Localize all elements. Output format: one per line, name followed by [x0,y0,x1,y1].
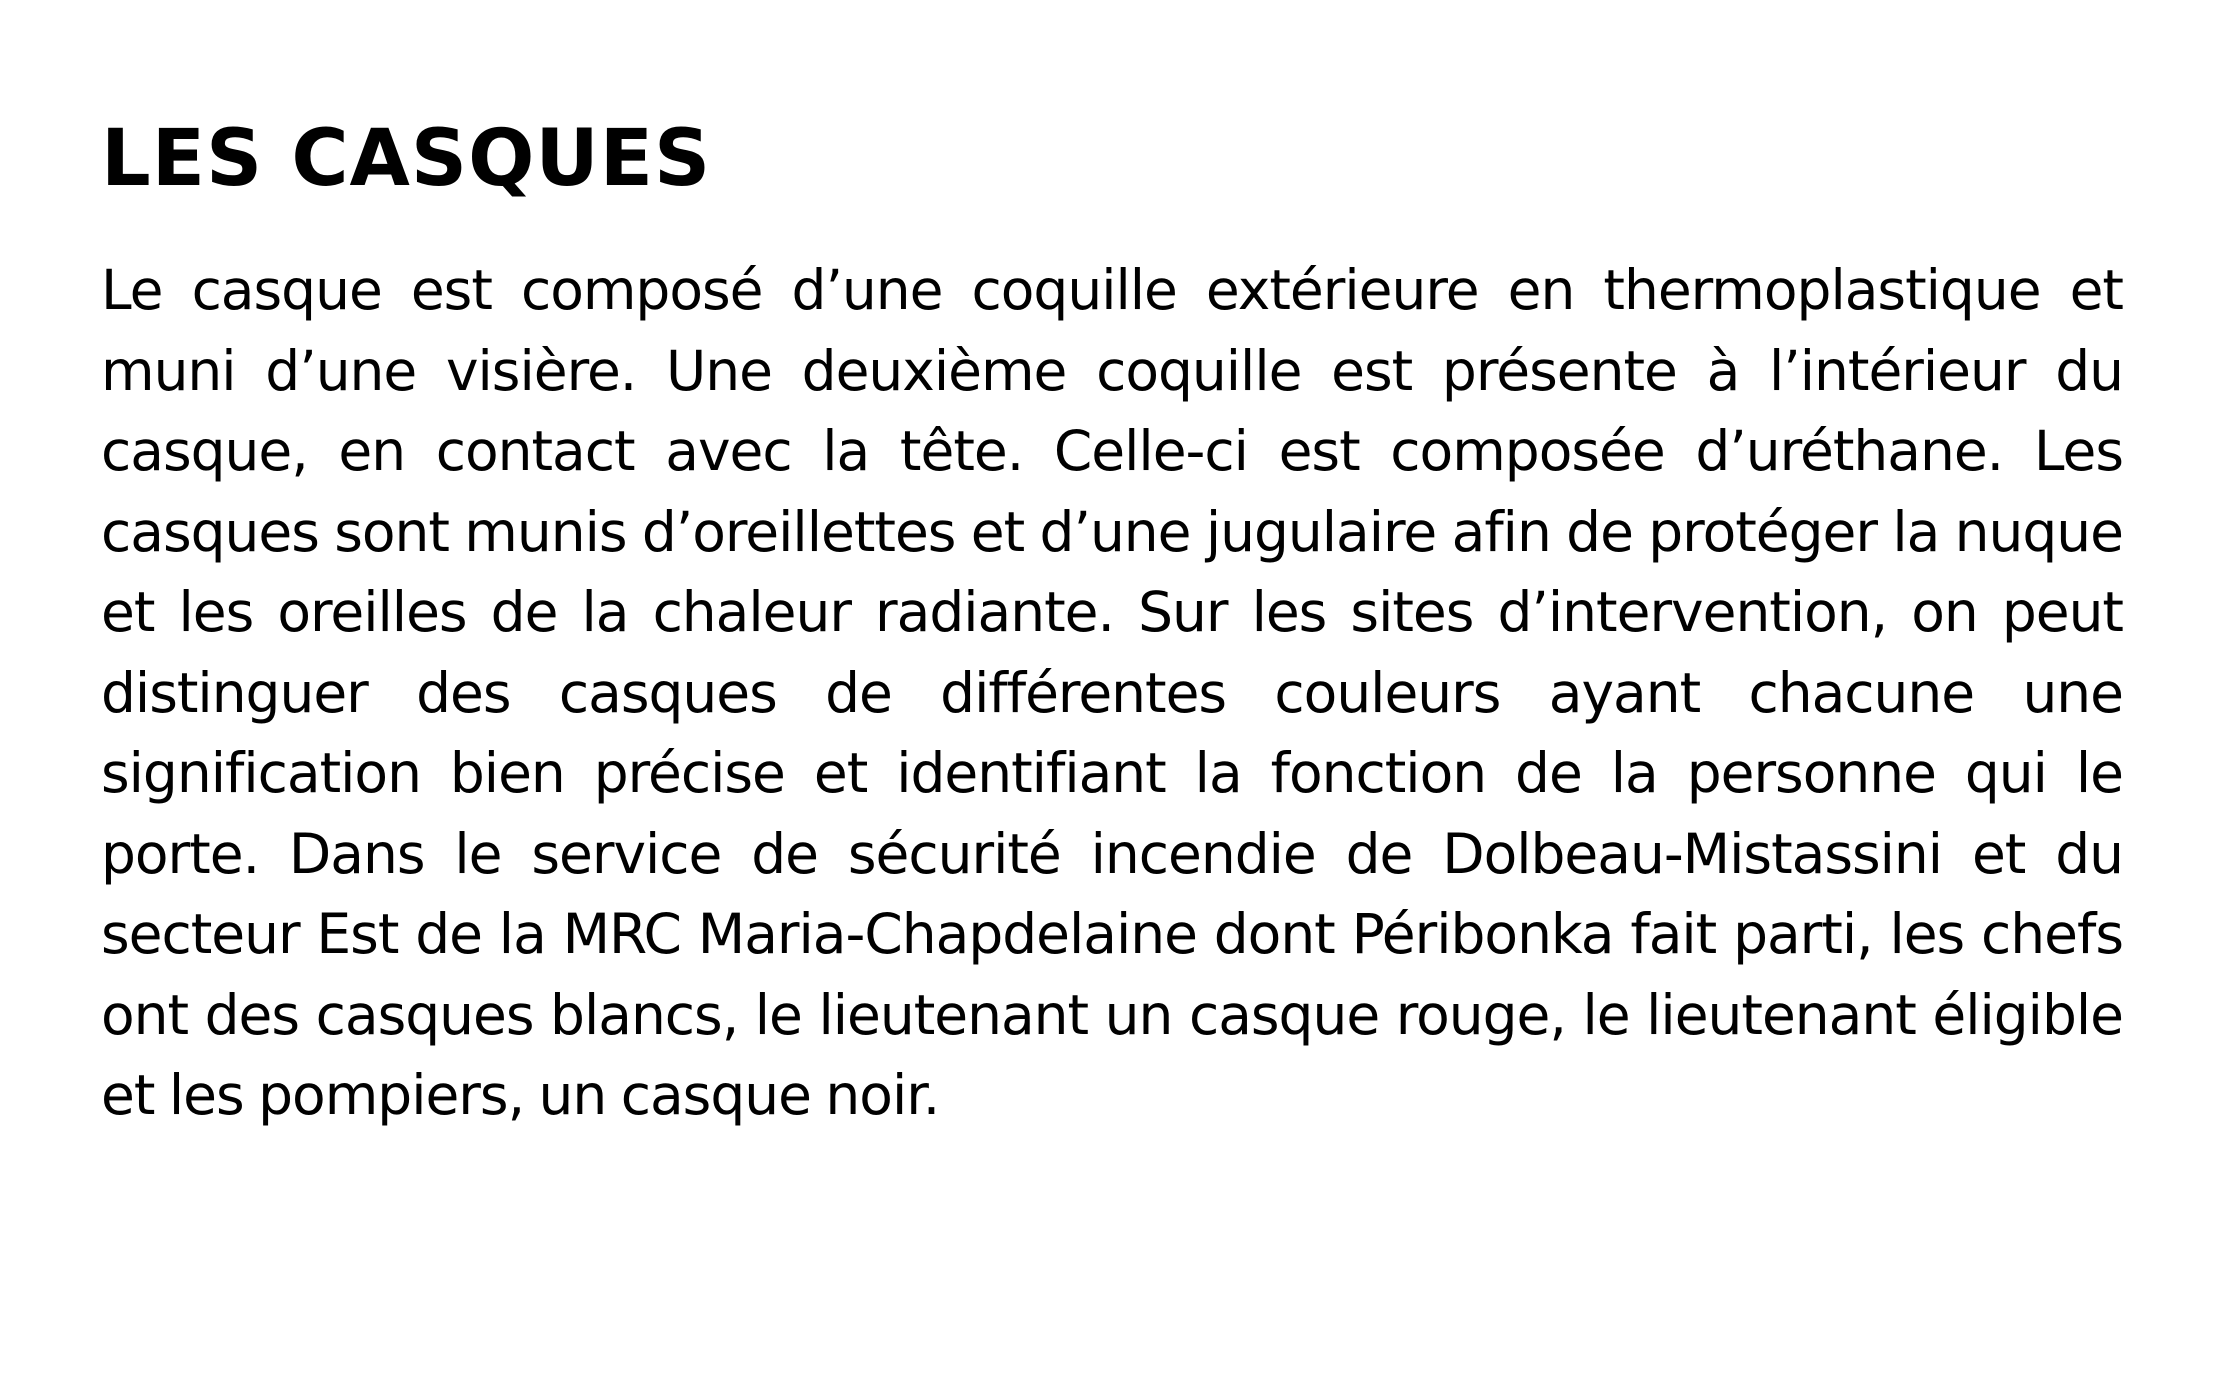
body-paragraph: Le casque est composé d’une coquille extérieure en thermoplastique et muni d’une visière. Une deuxième coquille est présente à l’intérieur du casque, en contact avec la tête. Celle-ci est composée d’uréthane. Les casques sont munis d’oreillettes et d’une jugulaire afin de protéger la nuque et les oreilles de la chaleur radiante. Sur les sites d’intervention, on peut distinguer des casques de différentes couleurs ayant chacune une signification bien précise et identifiant la fonction de la personne qui le porte. Dans le service de sécurité incendie de Dolbeau-Mistassini et du secteur Est de la MRC Maria-Chapdelaine dont Péribonka fait parti, les chefs ont des casques blancs, le lieutenant un casque rouge, le lieutenant éligible et les pompiers, un casque noir. [101,258,2123,1127]
section-heading: LES CASQUES [101,114,712,204]
